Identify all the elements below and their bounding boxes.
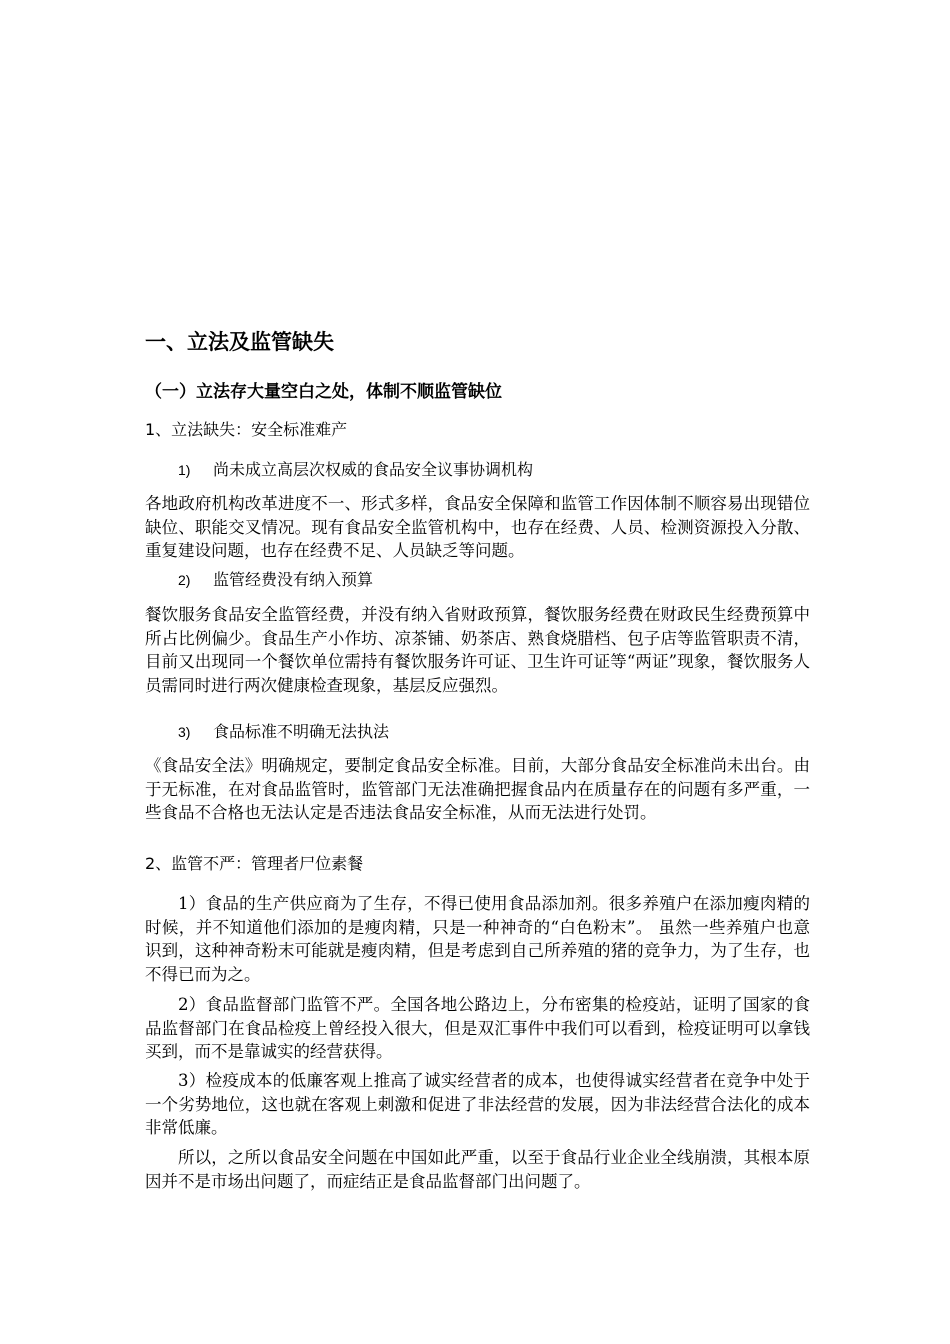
list-item-text: 食品标准不明确无法执法: [213, 722, 390, 741]
list-item-3: [178, 720, 808, 744]
list-item-number: 1): [178, 462, 191, 478]
section-1-title: 1、立法缺失：安全标准难产: [145, 420, 348, 439]
paragraph-7: 所以，之所以食品安全问题在中国如此严重，以至于食品行业企业全线崩溃，其根本原因并不是市场出问题了，而症结正是食品监督部门出问题了。: [145, 1148, 810, 1191]
heading-2: （一）立法存大量空白之处，体制不顺监管缺位: [145, 382, 502, 402]
section-2-title: 2、监管不严：管理者尸位素餐: [145, 854, 364, 873]
paragraph-1: 各地政府机构改革进度不一、形式多样，食品安全保障和监管工作因体制不顺容易出现错位缺位、职能交叉情况。现有食品安全监管机构中，也存在经费、人员、检测资源投入分散、重复建设问题，也存在经费不足、人员缺乏等问题。: [145, 494, 810, 560]
list-item-number: 2): [178, 572, 191, 588]
list-item-text: 监管经费没有纳入预算: [213, 570, 374, 589]
list-item-1: [178, 458, 808, 482]
list-item-2: [178, 568, 808, 592]
list-item-text: 尚未成立高层次权威的食品安全议事协调机构: [213, 460, 534, 479]
paragraph-5: 2）食品监督部门监管不严。全国各地公路边上，分布密集的检疫站，证明了国家的食品监督部门在食品检疫上曾经投入很大，但是双汇事件中我们可以看到，检疫证明可以拿钱买到，而不是靠诚实的经营获得。: [145, 995, 810, 1061]
paragraph-3: 《食品安全法》明确规定，要制定食品安全标准。目前，大部分食品安全标准尚未出台。由于无标准，在对食品监管时，监管部门无法准确把握食品内在质量存在的问题有多严重，一些食品不合格也无法认定是否违法食品安全标准，从而无法进行处罚。: [145, 756, 810, 822]
paragraph-6: 3）检疫成本的低廉客观上推高了诚实经营者的成本，也使得诚实经营者在竞争中处于一个劣势地位，这也就在客观上刺激和促进了非法经营的发展，因为非法经营合法化的成本非常低廉。: [145, 1071, 810, 1137]
paragraph-4: 1）食品的生产供应商为了生存，不得已使用食品添加剂。很多养殖户在添加瘦肉精的时候，并不知道他们添加的是瘦肉精，只是一种神奇的“白色粉末”。 虽然一些养殖户也意识到，这种神奇粉末可能就是瘦肉精，但是考虑到自己所养殖的猪的竞争力，为了生存，也不得已而为之。: [145, 894, 810, 984]
heading-1: 一、立法及监管缺失: [145, 330, 334, 354]
paragraph-2: 餐饮服务食品安全监管经费，并没有纳入省财政预算，餐饮服务经费在财政民生经费预算中所占比例偏少。食品生产小作坊、凉茶铺、奶茶店、熟食烧腊档、包子店等监管职责不清，目前又出现同一个餐饮单位需持有餐饮服务许可证、卫生许可证等“两证”现象，餐饮服务人员需同时进行两次健康检查现象，基层反应强烈。: [145, 605, 810, 695]
list-item-number: 3): [178, 724, 191, 740]
